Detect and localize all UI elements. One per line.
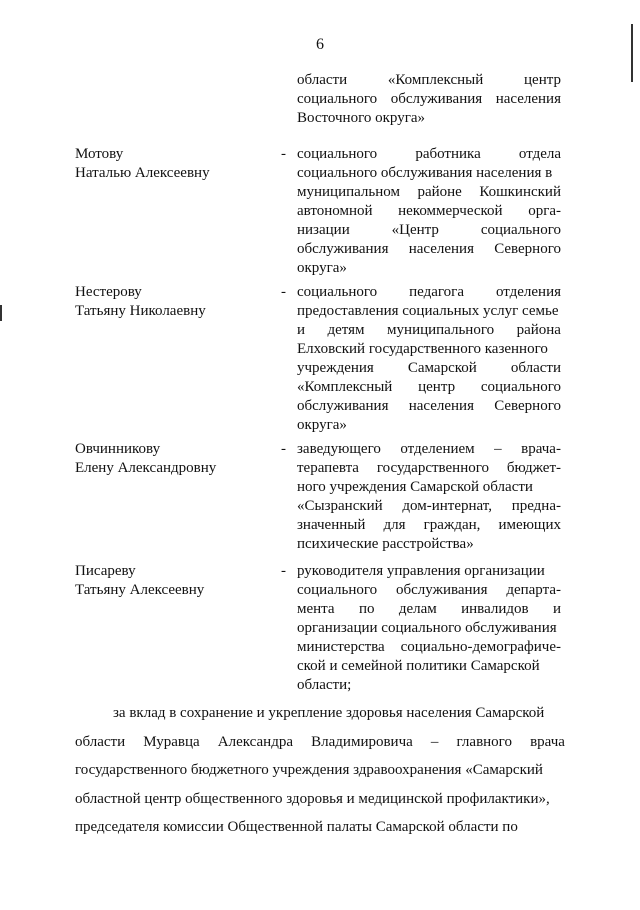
word: государственного бюджетного учреждения здравоохранения «Самарский [75,762,543,779]
word: Самарской [407,360,477,376]
word: «Сызранский [297,498,383,514]
person-role [297,562,561,695]
text-line [75,785,565,814]
text-line [297,340,561,359]
text-line [75,756,565,785]
word: Кошкинский [479,184,561,200]
text-line [297,202,561,221]
name-line: Нестерову [75,284,142,300]
word: организации социального обслуживания [297,620,557,636]
word: Елховский государственного казенного [297,341,548,357]
text-line [297,321,561,340]
word: населения [495,91,561,107]
name-line: Писареву [75,563,136,579]
person-name [75,440,265,478]
word: Муравца [143,733,200,750]
text-line [75,699,565,728]
word: муниципальном [297,184,400,200]
name-line: Овчинникову [75,441,161,457]
word: обслуживания [396,582,488,598]
word: государственного [376,460,490,476]
word: врача- [521,441,561,457]
word: социального [480,379,561,395]
word: значенный [297,517,366,533]
word: педагога [409,284,464,300]
word: инвалидов [461,601,529,617]
person-name [75,562,265,600]
word: социального [480,222,561,238]
person-name [75,283,265,321]
text-line [297,302,561,321]
text-line [297,676,561,695]
text-line [297,71,561,90]
word: обслуживания [297,241,389,257]
award-paragraph [75,699,565,842]
word: областной центр общественного здоровья и медицинской профилактики», [75,790,550,807]
word: автономной [297,203,373,219]
word: ного учреждения Самарской области [297,479,533,495]
word: района [516,322,561,338]
word: и [297,322,306,338]
word: «Комплексный [387,72,484,88]
word: предна- [511,498,561,514]
word: центр [418,379,456,395]
list-dash: - [281,284,286,300]
word: обслуживания [297,398,389,414]
person-role [297,145,561,278]
scan-mark [631,24,633,82]
word: «Центр [391,222,439,238]
word: детям [327,322,365,338]
text-line [297,283,561,302]
word: делам [398,601,437,617]
word: дом-интернат, [402,498,492,514]
continuation-text [297,71,561,128]
text-line [297,440,561,459]
list-dash: - [281,146,286,162]
word: социального [297,146,378,162]
word: округа» [297,260,347,276]
word: социального [297,582,378,598]
word: за вклад в сохранение и укрепление здоровья населения Самарской [113,705,545,721]
word: обслуживания [390,91,483,107]
name-line: Елену Александровну [75,460,217,476]
word: для [383,517,406,533]
word: орга- [528,203,561,219]
word: социального обслуживания населения в [297,165,553,181]
word: граждан, [423,517,481,533]
word: – [494,441,502,457]
word: министерства [297,639,385,655]
text-line [297,638,561,657]
text-line [297,164,561,183]
word: мента [297,601,335,617]
word: отдела [518,146,561,162]
word: муниципального [387,322,495,338]
text-line [297,600,561,619]
text-line [297,562,561,581]
word: области [75,733,126,750]
word: районе [417,184,462,200]
text-line [297,416,561,435]
word: терапевта [297,460,359,476]
name-line: Татьяну Николаевну [75,303,206,319]
word: председателя комиссии Общественной палаты Самарской области по [75,819,518,836]
word: отделения [495,284,561,300]
word: ской и семейной политики Самарской [297,658,540,674]
word: и [552,601,561,617]
text-line [297,535,561,554]
text-line [297,657,561,676]
word: Северного [494,241,561,257]
word: населения [408,241,474,257]
scan-mark [0,305,2,321]
word: области; [297,677,352,693]
text-line [297,459,561,478]
word: отделением [400,441,475,457]
text-line [297,619,561,638]
word: населения [408,398,474,414]
text-line [297,497,561,516]
list-dash: - [281,441,286,457]
text-line [297,478,561,497]
word: заведующего [297,441,381,457]
word: некоммерческой [398,203,503,219]
text-line [297,581,561,600]
word: – [430,733,439,750]
word: департа- [506,582,561,598]
word: области [297,72,348,88]
word: работника [415,146,481,162]
text-line [297,378,561,397]
page-number: 6 [316,36,324,53]
text-line [297,109,561,128]
word: по [358,601,375,617]
text-line [297,221,561,240]
word: социального [297,284,378,300]
text-line [75,728,565,757]
word: руководителя управления организации [297,563,545,579]
word: предоставления социальных услуг семье [297,303,559,319]
name-line: Мотову [75,146,124,162]
word: главного [456,733,512,750]
word: Северного [494,398,561,414]
word: врача [530,733,565,750]
person-role [297,440,561,554]
list-dash: - [281,563,286,579]
person-role [297,283,561,435]
word: «Комплексный [297,379,393,395]
word: Александра [217,733,294,750]
text-line [297,359,561,378]
word: психические расстройства» [297,536,474,552]
text-line [297,183,561,202]
person-name [75,145,265,183]
word: низации [297,222,350,238]
text-line [75,813,565,842]
name-line: Наталью Алексеевну [75,165,210,181]
text-line [297,397,561,416]
word: Восточного округа» [297,110,426,126]
text-line [297,240,561,259]
word: бюджет- [506,460,561,476]
word: социально-демографиче- [400,639,561,655]
word: социального [297,91,378,107]
text-line [297,145,561,164]
text-line [297,259,561,278]
word: имеющих [498,517,561,533]
word: Владимировича [311,733,413,750]
word: области [510,360,561,376]
name-line: Татьяну Алексеевну [75,582,205,598]
text-line [297,90,561,109]
word: учреждения [297,360,374,376]
word: центр [524,72,561,88]
word: округа» [297,417,347,433]
text-line [297,516,561,535]
